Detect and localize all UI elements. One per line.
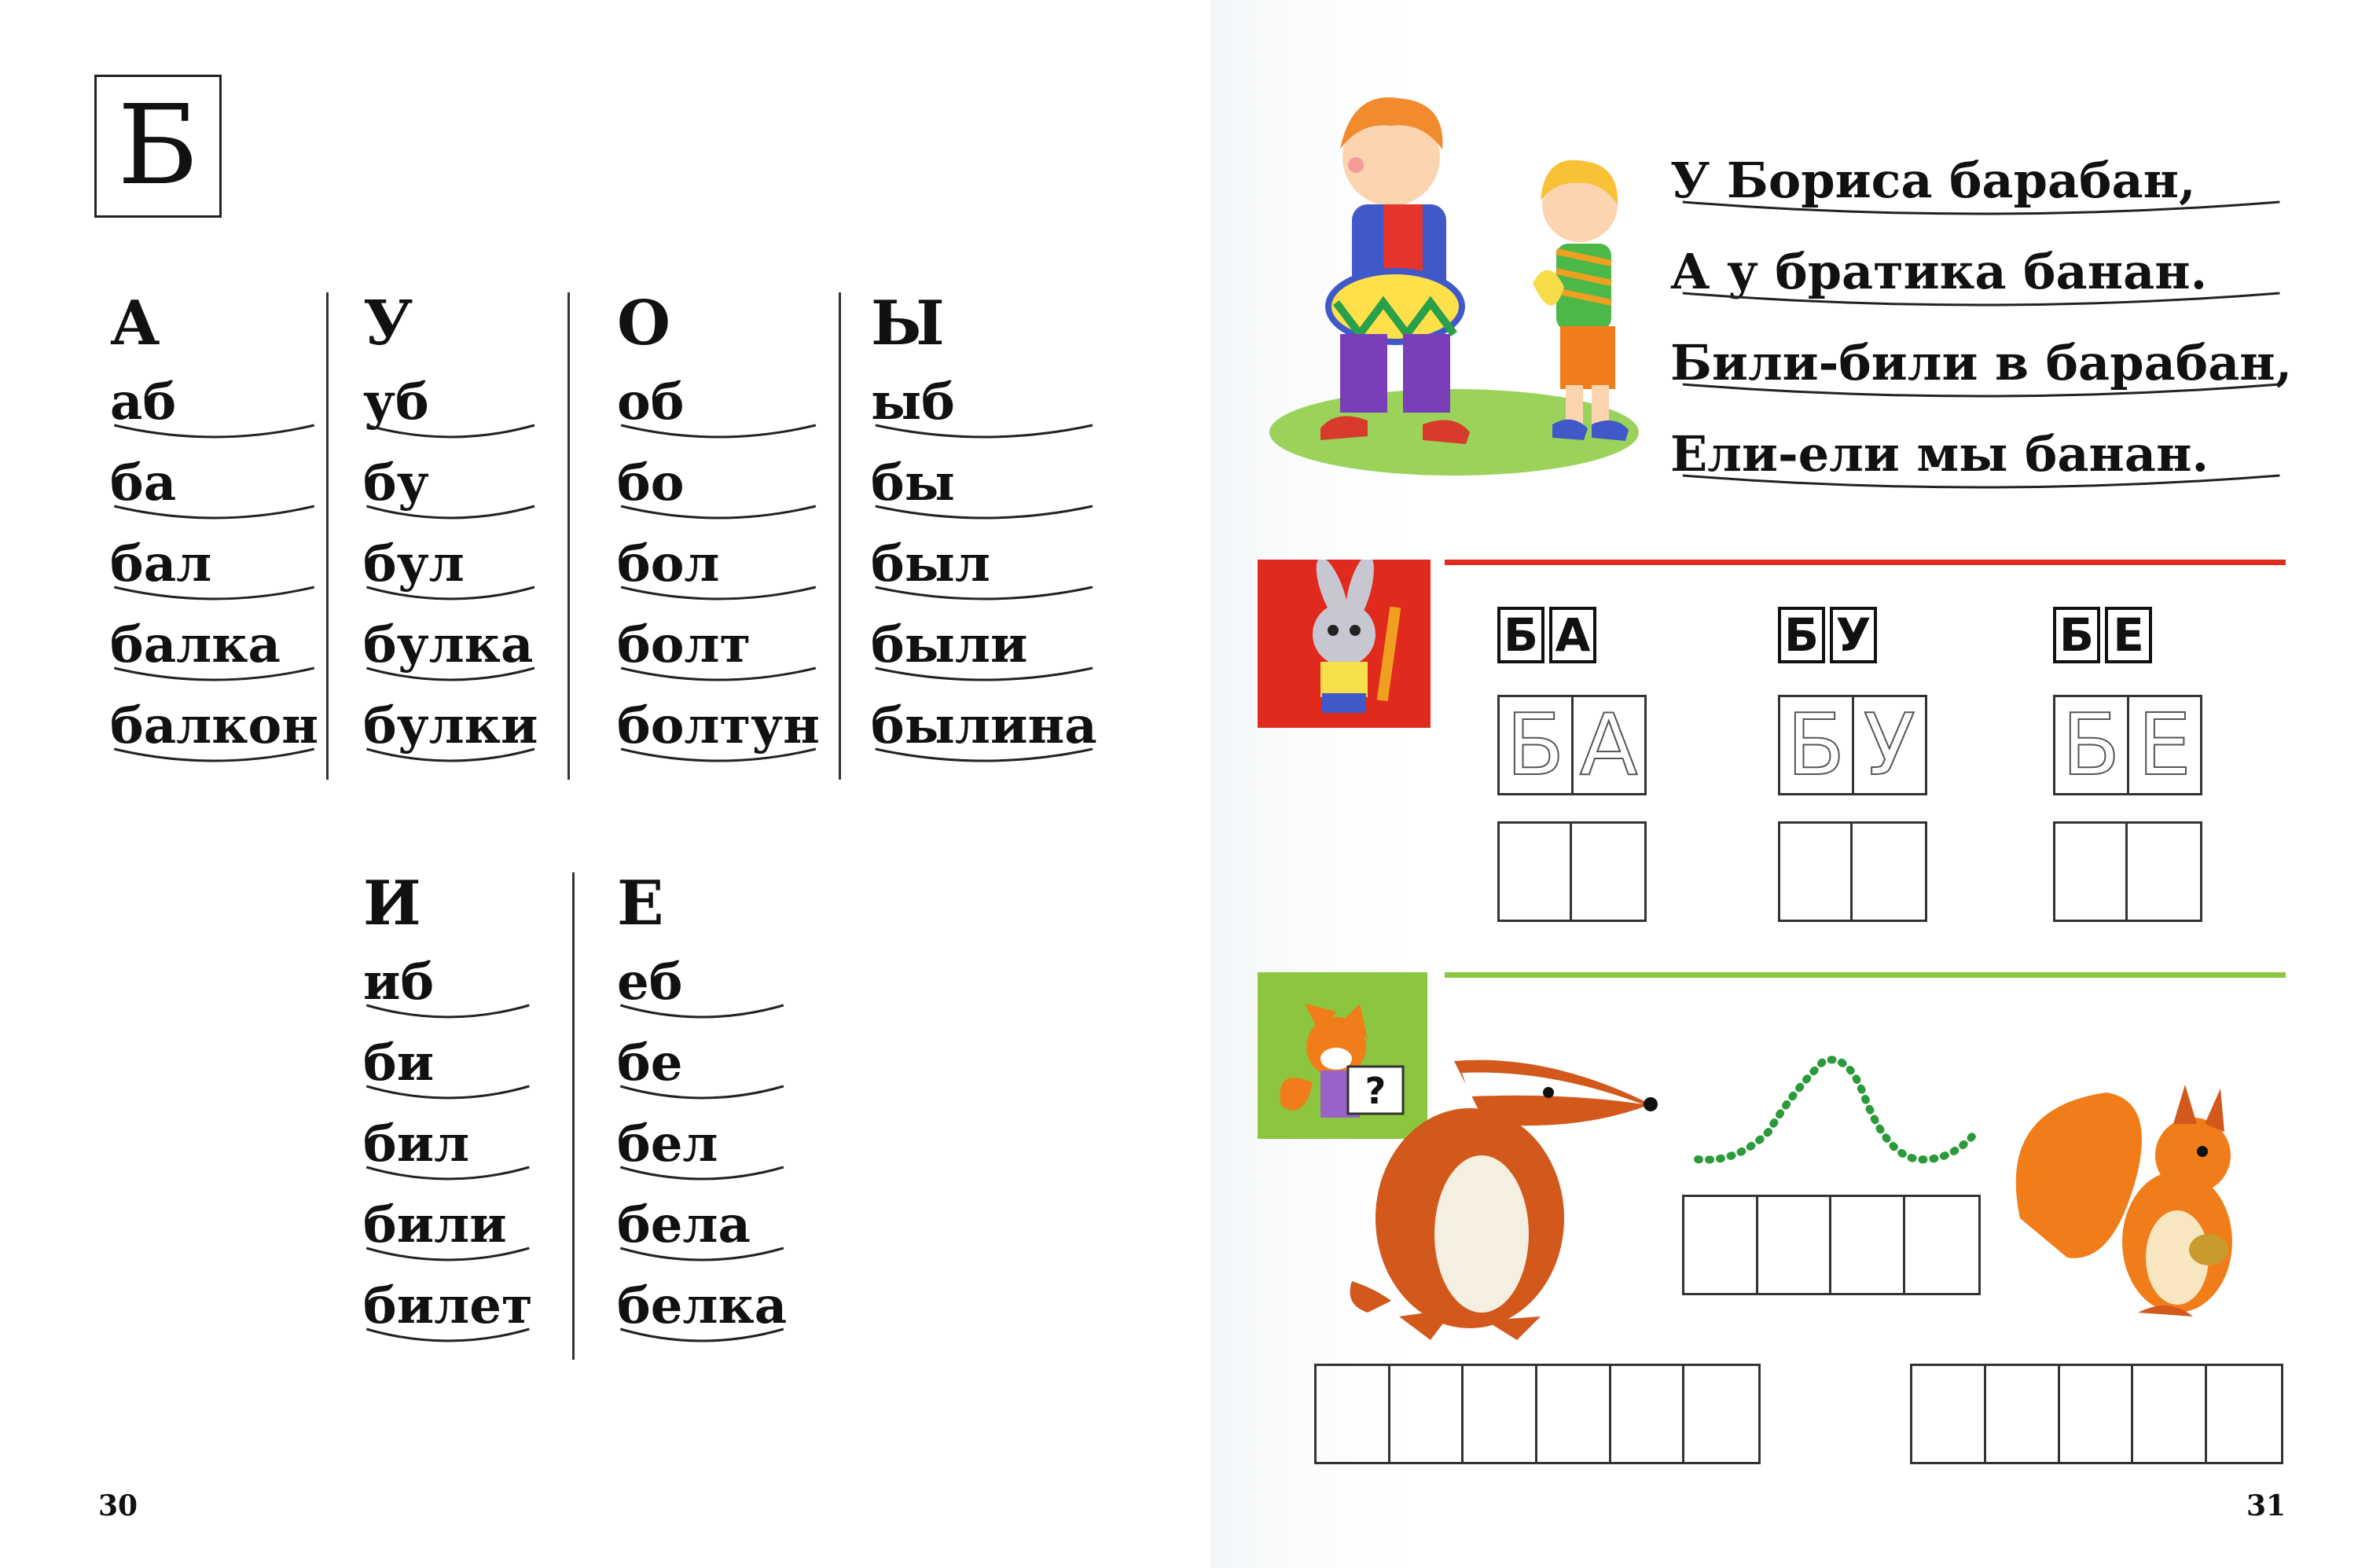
syllable-word xyxy=(110,606,318,687)
syllable-arc xyxy=(110,664,318,688)
syllable-word xyxy=(617,444,820,525)
syllable-word xyxy=(617,943,787,1024)
syllable-column xyxy=(871,285,1097,768)
syllable-text: балка xyxy=(110,615,281,674)
syllable-word xyxy=(617,363,820,444)
syllable-word xyxy=(363,1024,533,1105)
poem-line xyxy=(1670,415,2292,506)
syllable-arc xyxy=(1670,289,2292,313)
syllable-column xyxy=(617,285,820,768)
syllable-word xyxy=(363,525,538,606)
poem xyxy=(1670,141,2292,506)
syllable-arc xyxy=(617,1325,787,1349)
badger-picture xyxy=(1344,1037,1674,1344)
trace-letter: Е xyxy=(2137,696,2191,795)
syllable-word xyxy=(617,1267,787,1348)
syllable-word xyxy=(363,1186,533,1267)
poem-line-text: Били-били в барабан, xyxy=(1670,334,2293,391)
exercise2-rule xyxy=(1445,972,2286,978)
syllable-text: бул xyxy=(363,534,465,593)
syllable-text: ба xyxy=(110,454,177,512)
poem-line xyxy=(1670,233,2292,324)
syllable-text: бела xyxy=(617,1195,751,1254)
syllable-arc xyxy=(871,664,1097,688)
syllable-text: били xyxy=(363,1195,507,1254)
syllable-letter: Б xyxy=(1778,607,1825,663)
syllable-text: балкон xyxy=(110,696,319,755)
syllable-text: иб xyxy=(363,953,435,1012)
rabbit-with-pencil-icon xyxy=(1258,560,1431,728)
syllable-arc xyxy=(110,421,318,445)
syllable-arc xyxy=(363,421,538,445)
trace-box[interactable] xyxy=(1778,695,1927,795)
syllable-arc xyxy=(617,1001,787,1025)
syllable-word xyxy=(871,444,1097,525)
syllable-text: бе xyxy=(617,1034,683,1092)
syllable-word xyxy=(363,687,538,768)
syllable-arc xyxy=(363,745,538,769)
syllable-text: аб xyxy=(110,373,177,431)
syllable-arc xyxy=(110,502,318,526)
syllable-column xyxy=(363,285,538,768)
syllable-word xyxy=(363,1267,533,1348)
syllable-arc xyxy=(1670,380,2292,404)
syllable-text: об xyxy=(617,373,685,431)
syllable-arc xyxy=(363,1001,533,1025)
syllable-letter: Е xyxy=(2105,607,2152,663)
syllable-word xyxy=(871,687,1097,768)
syllable-text: булки xyxy=(363,696,538,755)
syllable-word xyxy=(871,363,1097,444)
syllable-text: были xyxy=(871,615,1028,674)
syllable-word xyxy=(871,525,1097,606)
syllable-arc xyxy=(871,421,1097,445)
beads-picture xyxy=(1690,1045,1981,1171)
syllable-text: бел xyxy=(617,1114,718,1173)
write-box[interactable] xyxy=(1497,821,1647,922)
syllable-letter: А xyxy=(1549,607,1596,663)
question-mark: ? xyxy=(1364,1070,1387,1112)
syllable-text: уб xyxy=(363,373,429,431)
poem-line-text: Ели-ели мы банан. xyxy=(1670,425,2209,483)
syllable-label xyxy=(1778,607,1877,663)
syllable-text: болт xyxy=(617,615,751,674)
syllable-text: бы xyxy=(871,454,955,512)
syllable-word xyxy=(110,687,318,768)
syllable-arc xyxy=(617,664,820,688)
syllable-text: би xyxy=(363,1034,435,1092)
syllable-arc xyxy=(363,502,538,526)
syllable-letter: Б xyxy=(1497,607,1544,663)
vowel-header: И xyxy=(363,868,421,939)
write-box[interactable] xyxy=(2053,821,2202,922)
syllable-word xyxy=(363,943,533,1024)
syllable-column xyxy=(363,865,533,1348)
syllable-word xyxy=(617,606,820,687)
syllable-arc xyxy=(617,1244,787,1268)
syllable-arc xyxy=(617,745,820,769)
syllable-text: ыб xyxy=(871,373,955,431)
syllable-arc xyxy=(617,1082,787,1106)
trace-letter: А xyxy=(1579,696,1638,795)
trace-letter: У xyxy=(1863,696,1915,795)
syllable-word xyxy=(871,606,1097,687)
column-divider xyxy=(572,872,575,1360)
exercise1-rule xyxy=(1445,560,2286,565)
syllable-text: бал xyxy=(110,534,212,593)
syllable-word xyxy=(363,1105,533,1186)
syllable-arc xyxy=(363,1325,533,1349)
syllable-label xyxy=(1497,607,1596,663)
vowel-header: У xyxy=(363,288,413,359)
syllable-word xyxy=(617,1105,787,1186)
syllable-arc xyxy=(363,1244,533,1268)
syllable-arc xyxy=(871,502,1097,526)
syllable-letter: Б xyxy=(2053,607,2100,663)
syllable-word xyxy=(363,363,538,444)
vowel-header: Ы xyxy=(871,288,945,359)
syllable-word xyxy=(110,525,318,606)
poem-line-text: А у братика банан. xyxy=(1670,243,2208,300)
syllable-arc xyxy=(871,745,1097,769)
syllable-text: былина xyxy=(871,696,1097,755)
vowel-header: Е xyxy=(617,868,664,939)
trace-letter: Б xyxy=(2055,697,2129,793)
answer-box-squirrel[interactable] xyxy=(1910,1364,2283,1464)
syllable-arc xyxy=(617,1163,787,1187)
syllable-arc xyxy=(871,583,1097,607)
vowel-header: О xyxy=(617,288,670,359)
syllable-word xyxy=(617,687,820,768)
syllable-arc xyxy=(1670,198,2292,222)
syllable-column xyxy=(617,865,787,1348)
syllable-text: булка xyxy=(363,615,534,674)
trace-box[interactable] xyxy=(1497,695,1647,795)
syllable-arc xyxy=(617,502,820,526)
boys-with-drum-illustration xyxy=(1265,75,1651,476)
syllable-word xyxy=(617,1186,787,1267)
syllable-label xyxy=(2053,607,2152,663)
syllable-arc xyxy=(363,1082,533,1106)
trace-letter: Б xyxy=(1500,697,1574,793)
syllable-arc xyxy=(617,421,820,445)
page-number-left: 30 xyxy=(98,1489,138,1522)
answer-box-beads[interactable] xyxy=(1682,1195,1981,1295)
answer-box-badger[interactable] xyxy=(1314,1364,1761,1464)
syllable-word xyxy=(617,1024,787,1105)
column-divider xyxy=(839,292,841,780)
syllable-word xyxy=(617,525,820,606)
column-divider xyxy=(326,292,329,780)
syllable-letter: У xyxy=(1830,607,1877,663)
syllable-word xyxy=(363,444,538,525)
poem-line xyxy=(1670,324,2292,415)
vowel-header: А xyxy=(110,288,160,359)
syllable-word xyxy=(110,363,318,444)
syllable-text: бу xyxy=(363,454,429,512)
trace-box[interactable] xyxy=(2053,695,2202,795)
write-box[interactable] xyxy=(1778,821,1927,922)
squirrel-picture xyxy=(1996,1061,2279,1328)
poem-line-text: У Бориса барабан, xyxy=(1670,152,2196,209)
poem-line xyxy=(1670,141,2292,233)
syllable-arc xyxy=(1670,472,2292,495)
syllable-text: бол xyxy=(617,534,720,593)
syllable-text: белка xyxy=(617,1276,788,1335)
syllable-text: еб xyxy=(617,953,683,1012)
syllable-arc xyxy=(363,583,538,607)
column-divider xyxy=(567,292,570,780)
trace-letter: Б xyxy=(1780,697,1854,793)
letter-box: Б xyxy=(94,75,222,218)
syllable-arc xyxy=(363,1163,533,1187)
syllable-text: болтун xyxy=(617,696,820,755)
syllable-text: был xyxy=(871,534,990,593)
syllable-column xyxy=(110,285,318,768)
page-number-right: 31 xyxy=(2246,1489,2286,1522)
syllable-text: бо xyxy=(617,454,685,512)
syllable-word xyxy=(363,606,538,687)
syllable-arc xyxy=(110,583,318,607)
syllable-text: бил xyxy=(363,1114,470,1173)
syllable-word xyxy=(110,444,318,525)
syllable-text: билет xyxy=(363,1276,533,1335)
syllable-arc xyxy=(110,745,318,769)
syllable-arc xyxy=(617,583,820,607)
syllable-arc xyxy=(363,664,538,688)
